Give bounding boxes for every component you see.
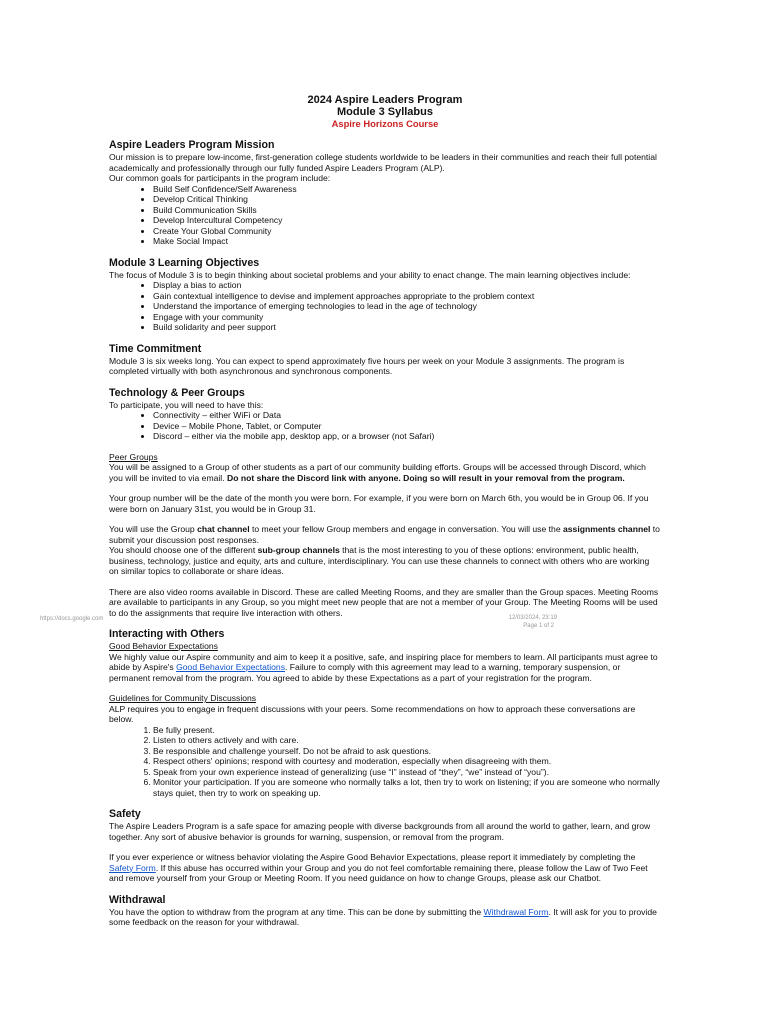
footer-page: Page 1 of 2	[523, 623, 554, 629]
safety-text: The Aspire Leaders Program is a safe space for amazing people with diverse backgrounds from all around the world to gather, learn, and grow together. Any sort of abusive behavior is grounds for warning, suspension, or removal from the program.	[109, 821, 651, 842]
list-item: • Build Self Confidence/Self Awareness	[153, 184, 661, 195]
list-item: 4. Respect others' opinions; respond with courtesy and moderation, especially when disagreeing with them.	[153, 756, 661, 767]
list-item: 1. Be fully present.	[153, 725, 661, 736]
document-subtitle: Module 3 Syllabus	[337, 105, 433, 118]
withdrawal-text-b: . It will ask for you to provide some feedback on the reason for your withdrawal.	[109, 906, 657, 927]
chan-text-c: to meet your fellow Group members and engage in conversation. You will use the	[249, 524, 563, 534]
meeting-rooms-text: There are also video rooms available in Discord. These are called Meeting Rooms, and they are smaller than the Group spaces. Meeting Rooms are available to participants in any Group, so you might meet new people that are not a member of your Group. The Meeting Rooms will be used to do the assignments that require live interaction with others.	[109, 586, 659, 618]
list-item: • Build Communication Skills	[153, 205, 661, 216]
footer-date: 12/03/2024, 23:19	[508, 615, 557, 621]
safety-report-text	[109, 852, 661, 884]
list-item: • Gain contextual intelligence to devise and implement approaches appropriate to the problem context	[153, 291, 661, 302]
chan-text-e: to submit your discussion post responses.	[109, 524, 660, 545]
withdrawal-text-a: You have the option to withdraw from the program at any time. This can be done by submitting the	[109, 906, 484, 917]
withdrawal-form-link[interactable]: Withdrawal Form	[483, 906, 549, 917]
guidelines-text: ALP requires you to engage in frequent discussions with your peers. Some recommendations on how to approach these conversations are below.	[109, 703, 636, 724]
syllabus-content	[109, 95, 661, 928]
subgroup-channels: sub-group channels	[257, 545, 340, 555]
guidelines-list	[109, 725, 661, 799]
list-item: • Make Social Impact	[153, 236, 661, 247]
peer-groups-label: Peer Groups	[109, 451, 158, 462]
report-text-a: If you ever experience or witness behavior violating the Aspire Good Behavior Expectations, please report it immediately by completing the	[109, 852, 636, 862]
list-item: 6. Monitor your participation. If you are someone who normally talks a lot, then try to work on listening; if you are someone who normally stays quiet, then try to work on speaking up.	[153, 777, 661, 798]
peer-groups-text	[109, 462, 661, 483]
peer-warning: Do not share the Discord link with anyone. Doing so will result in your removal from the program.	[226, 472, 625, 483]
goals-intro: Our common goals for participants in the program include:	[109, 173, 331, 183]
safety-form-link[interactable]: Safety Form	[109, 862, 156, 873]
course-name: Aspire Horizons Course	[331, 118, 439, 129]
list-item: • Device – Mobile Phone, Tablet, or Computer	[153, 421, 661, 432]
tech-list	[109, 410, 661, 442]
group-number-text: Your group number will be the date of the month you were born. For example, if you were born on March 6th, you would be in Group 06. If you were born on January 31st, you would be in Group 31.	[109, 493, 649, 514]
list-item: • Understand the importance of emerging technologies to lead in the age of technology	[153, 301, 661, 312]
assignments-channel: assignments channel	[562, 524, 651, 534]
gbe-text-b: . Failure to comply with this agreement may lead to a warning, temporary suspension, or permanent removal from the program. You agreed to abide by these Expectations as a part of your registration for the program.	[109, 662, 621, 683]
list-item: • Connectivity – either WiFi or Data	[153, 410, 661, 421]
list-item: • Develop Critical Thinking	[153, 194, 661, 205]
document-title: 2024 Aspire Leaders Program	[307, 94, 463, 106]
list-item: • Develop Intercultural Competency	[153, 215, 661, 226]
chan-text-a: You will use the Group	[109, 524, 198, 534]
list-item: • Build solidarity and peer support	[153, 322, 661, 333]
peer-text: You will be assigned to a Group of other students as a part of our community building efforts. Groups will be accessed through Discord, which you will be invited to via email.	[109, 462, 646, 483]
gbe-label: Good Behavior Expectations	[109, 641, 218, 651]
list-item: • Discord – either via the mobile app, desktop app, or a browser (not Safari)	[153, 431, 661, 442]
time-heading: Time Commitment	[109, 342, 202, 355]
list-item: 2. Listen to others actively and with care.	[153, 735, 661, 746]
sub-text-a: You should choose one of the different	[109, 545, 258, 555]
objectives-heading: Module 3 Learning Objectives	[109, 256, 260, 269]
tech-heading: Technology & Peer Groups	[109, 386, 245, 399]
gbe-text-a: We highly value our Aspire community and aim to keep it a positive, safe, and inspiring place for members to learn. All participants must agree to abide by Aspire's	[109, 651, 658, 672]
withdrawal-heading: Withdrawal	[109, 893, 166, 906]
list-item: 3. Be responsible and challenge yourself. Do not be afraid to ask questions.	[153, 746, 661, 757]
mission-text: Our mission is to prepare low-income, first-generation college students worldwide to be leaders in their communities and reach their full potential academically and professionally through our fully funded Aspire Leaders Program (ALP).	[109, 152, 657, 173]
safety-heading: Safety	[109, 808, 141, 820]
chat-channel: chat channel	[197, 524, 250, 534]
mission-heading: Aspire Leaders Program Mission	[109, 139, 275, 151]
goals-list	[109, 184, 661, 247]
objectives-text: The focus of Module 3 is to begin thinking about societal problems and your ability to enact change. The main learning objectives include:	[109, 269, 631, 280]
list-item: 5. Speak from your own experience instead of generalizing (use “I” instead of “they”, “we” instead of “you”).	[153, 767, 661, 778]
gbe-text	[109, 652, 661, 684]
guidelines-label: Guidelines for Community Discussions	[109, 693, 257, 703]
withdrawal-text	[109, 907, 661, 928]
time-text: Module 3 is six weeks long. You can expect to spend approximately five hours per week on your Module 3 assignments. The program is completed virtually with both asynchronous and synchronous components.	[109, 355, 625, 376]
gbe-link[interactable]: Good Behavior Expectations	[176, 662, 286, 672]
objectives-list	[109, 280, 661, 333]
report-text-b: . If this abuse has occurred within your Group and you do not feel comfortable remaining there, please follow the Law of Two Feet and remove yourself from your Group or Meeting Room. If you need guidance on how to change Groups, please ask our Chatbot.	[109, 862, 648, 883]
sub-text-c: that is the most interesting to you of these options: environment, public health, business, technology, justice and equity, arts and culture, interdisciplinary. You can use these channels to connect with others who are working on similar topics to collaborate or share ideas.	[109, 545, 650, 576]
list-item: • Engage with your community	[153, 312, 661, 323]
subgroup-text	[109, 545, 661, 577]
interacting-heading: Interacting with Others	[109, 628, 225, 640]
tech-intro: To participate, you will need to have this:	[109, 399, 264, 410]
channels-text	[109, 524, 661, 545]
footer-url: https://docs.google.com	[40, 616, 104, 622]
list-item: • Create Your Global Community	[153, 226, 661, 237]
list-item: • Display a bias to action	[153, 280, 661, 291]
